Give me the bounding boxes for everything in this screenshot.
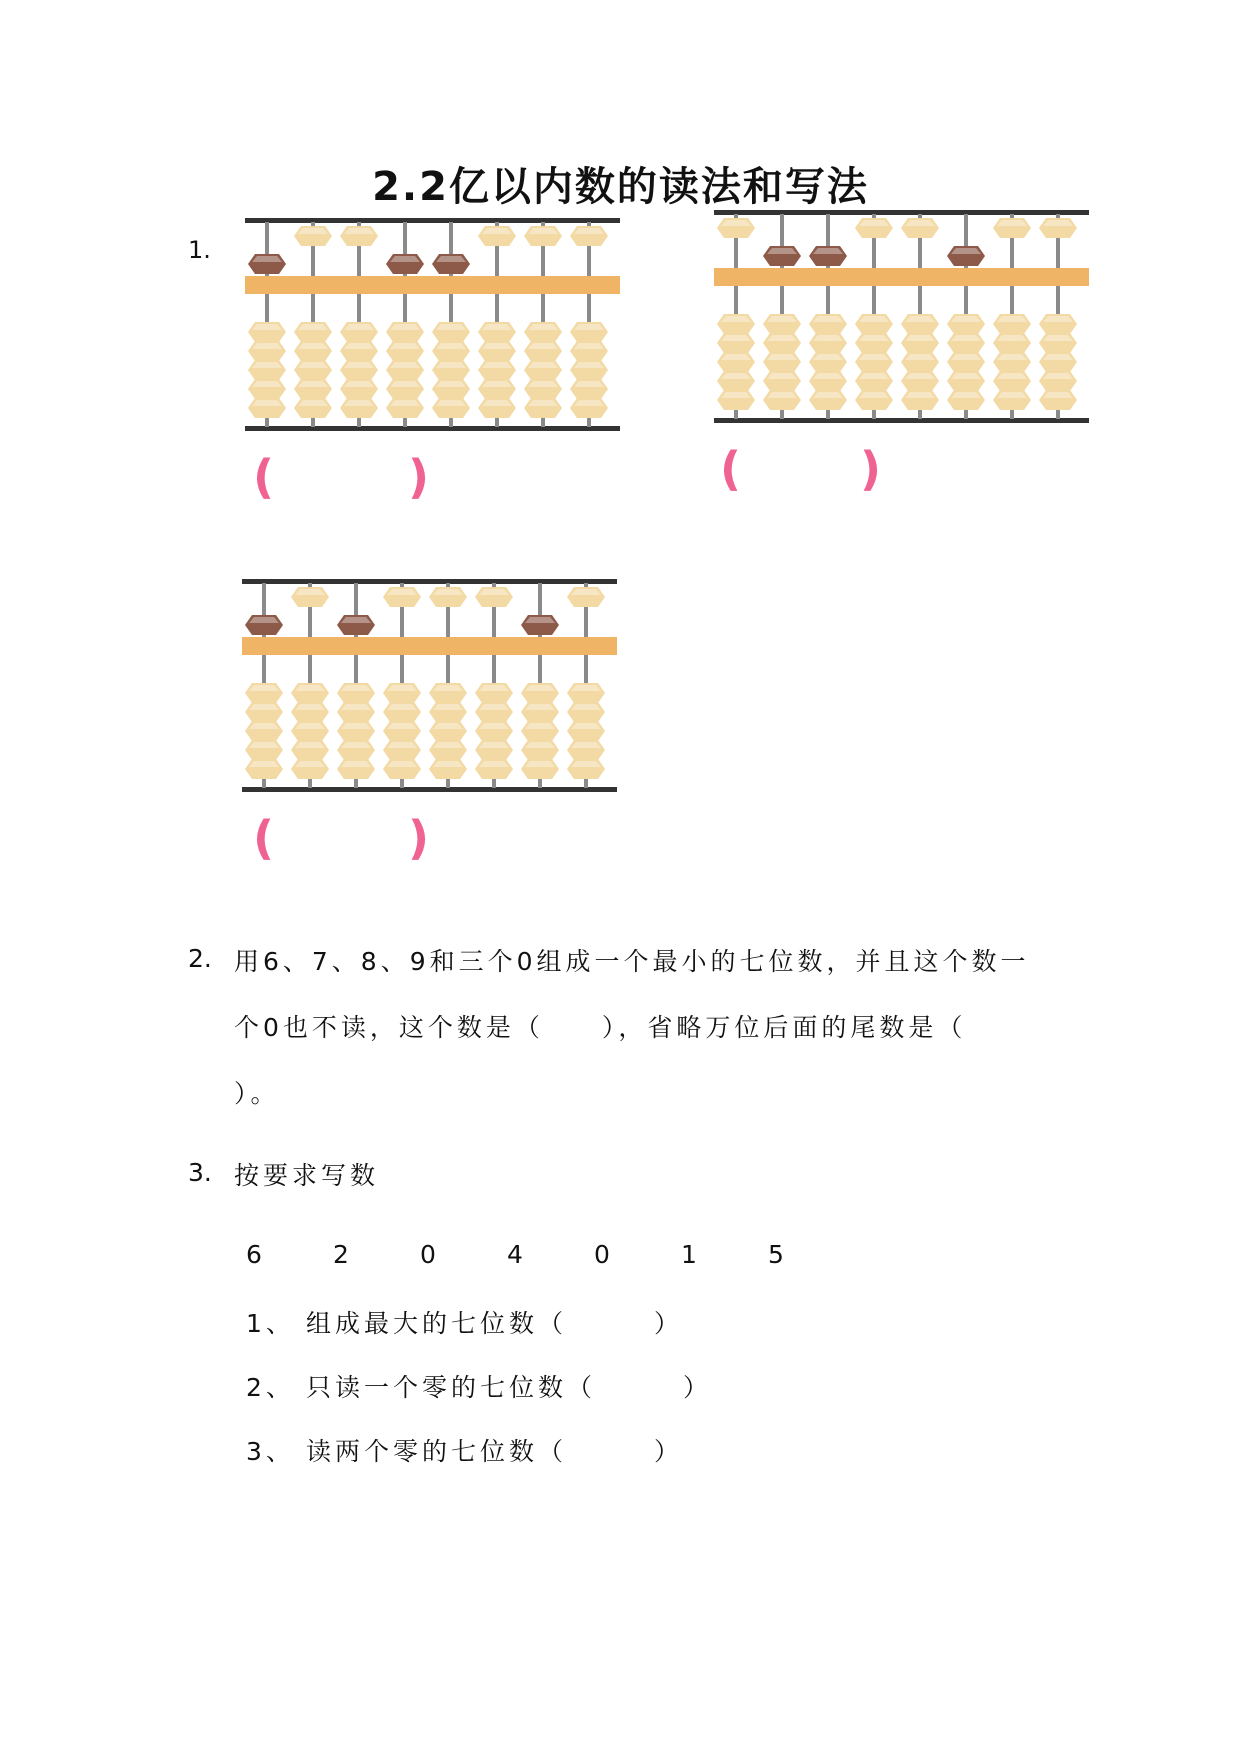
abacus-top-rail (245, 218, 620, 223)
digit: 4 (507, 1240, 523, 1269)
abacus-1 (245, 212, 620, 437)
digit: 2 (333, 1240, 349, 1269)
answer-paren-close: ) (408, 811, 430, 865)
abacus-bottom-rail (242, 787, 617, 792)
question-3-title: 按要求写数 (234, 1161, 380, 1190)
sub-question-3-text: 读两个零的七位数（ ） (306, 1437, 684, 1466)
digit: 0 (594, 1240, 610, 1269)
digit: 1 (681, 1240, 697, 1269)
answer-paren-open: ( (253, 811, 275, 865)
question-2-line-2: 个0也不读，这个数是（ ），省略万位后面的尾数是（ (234, 1013, 967, 1042)
digit: 0 (420, 1240, 436, 1269)
question-3-number: 3. (188, 1158, 212, 1187)
digit: 6 (246, 1240, 262, 1269)
question-2-line-1: 用6、7、8、9和三个0组成一个最小的七位数，并且这个数一 (234, 947, 1030, 976)
abacus-beam (242, 637, 617, 655)
answer-paren-close: ) (860, 442, 882, 496)
abacus-top-rail (242, 579, 617, 584)
abacus-3 (242, 573, 617, 798)
answer-paren-open: ( (253, 450, 275, 504)
digit: 5 (768, 1240, 784, 1269)
abacus-bottom-rail (714, 418, 1089, 423)
answer-paren-close: ) (408, 450, 430, 504)
sub-question-1-text: 组成最大的七位数（ ） (306, 1309, 684, 1338)
sub-question-2-number: 2、 (246, 1373, 295, 1402)
question-2-number: 2. (188, 944, 212, 973)
abacus-beam (245, 276, 620, 294)
sub-question-1-number: 1、 (246, 1309, 295, 1338)
question-2-line-3: ）。 (234, 1079, 280, 1108)
abacus-bottom-rail (245, 426, 620, 431)
question-1-number: 1. (188, 236, 211, 264)
abacus-top-rail (714, 210, 1089, 215)
abacus-2 (714, 204, 1089, 429)
page-title: 2.2亿以内数的读法和写法 (372, 164, 869, 210)
sub-question-3-number: 3、 (246, 1437, 295, 1466)
sub-question-2-text: 只读一个零的七位数（ ） (306, 1373, 713, 1402)
abacus-beam (714, 268, 1089, 286)
answer-paren-open: ( (720, 442, 742, 496)
